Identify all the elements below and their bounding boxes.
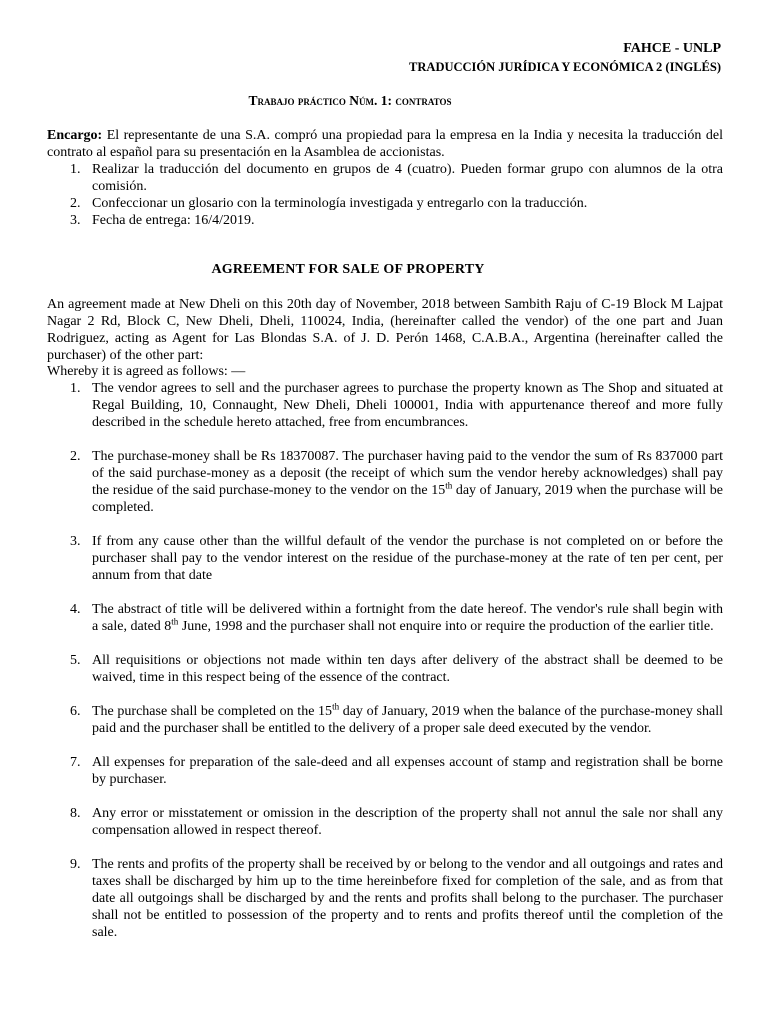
agreement-intro: An agreement made at New Dheli on this 20th day of November, 2018 between Sambith Raju of C-19 Block M Lajpat Nagar 2 Rd, Block C, New Dheli, Dheli, 110024, India, (hereinafter called the vendor) of the one part and Juan Rodriguez, acting as Agent for Las Blondas S.A. of J. D. Perón 1468, C.A.B.A., Argentina (hereinafter called the purchaser) of the other part: bbox=[47, 297, 723, 363]
clause-text-segment: June, 1998 and the purchaser shall not enquire into or require the production of the earlier title. bbox=[178, 619, 714, 634]
clause-text bbox=[92, 602, 723, 634]
clause-text bbox=[92, 449, 723, 515]
ordinal-suffix: th bbox=[445, 480, 453, 491]
clause-text-segment: Any error or misstatement or omission in the description of the property shall not annul the sale nor shall any compensation allowed in respect thereof. bbox=[92, 806, 723, 838]
task-list bbox=[47, 161, 723, 229]
clause-item bbox=[47, 805, 723, 839]
clause-item bbox=[47, 856, 723, 941]
clause-number: 1. bbox=[70, 381, 81, 396]
clause-number: 9. bbox=[70, 857, 81, 872]
clause-text-segment: day of January, 2019 when the purchase will be completed. bbox=[92, 483, 724, 515]
clause-number: 7. bbox=[70, 755, 81, 770]
brief-label: Encargo: bbox=[47, 128, 103, 143]
agreement-whereby: Whereby it is agreed as follows: — bbox=[47, 364, 246, 379]
ordinal-suffix: th bbox=[332, 701, 340, 712]
clause-number: 8. bbox=[70, 806, 81, 821]
task-number: 3. bbox=[70, 213, 81, 228]
brief-text: El representante de una S.A. compró una propiedad para la empresa en la India y necesita la traducción del contrato al español para su presentación en la Asamblea de accionistas. bbox=[47, 128, 723, 160]
task-text: Confeccionar un glosario con la terminología investigada y entregarlo con la traducción. bbox=[92, 196, 588, 211]
clause-item bbox=[47, 533, 723, 584]
clause-text-segment: The vendor agrees to sell and the purchaser agrees to purchase the property known as The Shop and situated at Regal Building, 10, Connaught, New Dheli, Dheli 100001, India with appurtenance thereof and more fully described in the schedule hereto attached, free from encumbrances. bbox=[92, 381, 723, 430]
task-number: 1. bbox=[70, 162, 81, 177]
agreement-title: AGREEMENT FOR SALE OF PROPERTY bbox=[211, 262, 485, 277]
clause-text-segment: The rents and profits of the property shall be received by or belong to the vendor and all outgoings and rates and taxes shall be discharged by him up to the time hereinbefore fixed for completion of the sale, and as from that date all outgoings shall be discharged by and the rents and profits shall belong to the purchaser. The purchaser shall not be entitled to possession of the property and to rents and profits thereof until the completion of the sale. bbox=[92, 857, 723, 940]
clause-text-segment: The purchase-money shall be Rs 18370087. The purchaser having paid to the vendor the sum of Rs 837000 part of the said purchase-money as a deposit (the receipt of which sum the vendor hereby acknowledges) shall pay the residue of the said purchase-money to the vendor on the 15 bbox=[92, 449, 723, 498]
task-number: 2. bbox=[70, 196, 81, 211]
clause-text-segment: day of January, 2019 when the balance of the purchase-money shall paid and the purchaser shall be entitled to the delivery of a proper sale deed executed by the vendor. bbox=[92, 704, 723, 736]
task-text: Realizar la traducción del documento en grupos de 4 (cuatro). Pueden formar grupo con alumnos de la otra comisión. bbox=[92, 162, 723, 194]
clause-text-segment: If from any cause other than the willful default of the vendor the purchase is not completed on or before the purchaser shall pay to the vendor interest on the residue of the purchase-money at the rate of ten per cent, per annum from that date bbox=[92, 534, 723, 583]
clause-text bbox=[92, 806, 723, 838]
clause-text bbox=[92, 755, 723, 787]
clause-text bbox=[92, 381, 723, 430]
task-item bbox=[47, 212, 723, 229]
task-item bbox=[47, 195, 723, 212]
clause-item bbox=[47, 652, 723, 686]
task-text: Fecha de entrega: 16/4/2019. bbox=[92, 213, 255, 228]
clause-item bbox=[47, 754, 723, 788]
clause-list bbox=[47, 380, 723, 958]
assignment-title: Trabajo práctico Núm. 1: contratos bbox=[248, 93, 452, 108]
clause-text-segment: The purchase shall be completed on the 15 bbox=[92, 704, 333, 719]
clause-item bbox=[47, 448, 723, 516]
clause-text bbox=[92, 857, 723, 940]
task-item bbox=[47, 161, 723, 195]
clause-text-segment: All requisitions or objections not made within ten days after delivery of the abstract shall be deemed to be waived, time in this respect being of the essence of the contract. bbox=[92, 653, 723, 685]
clause-text bbox=[92, 534, 723, 583]
clause-text-segment: The abstract of title will be delivered within a fortnight from the date hereof. The vendor's rule shall begin with a sale, dated 8 bbox=[92, 602, 723, 634]
clause-number: 6. bbox=[70, 704, 81, 719]
clause-number: 4. bbox=[70, 602, 81, 617]
clause-text bbox=[92, 701, 723, 736]
course-header: TRADUCCIÓN JURÍDICA Y ECONÓMICA 2 (INGLÉS) bbox=[409, 60, 721, 74]
clause-text-segment: All expenses for preparation of the sale-deed and all expenses account of stamp and registration shall be borne by purchaser. bbox=[92, 755, 723, 787]
clause-text bbox=[92, 653, 723, 685]
ordinal-suffix: th bbox=[171, 616, 179, 627]
clause-item bbox=[47, 380, 723, 431]
assignment-brief bbox=[47, 127, 723, 161]
clause-item bbox=[47, 703, 723, 737]
clause-item bbox=[47, 601, 723, 635]
clause-number: 2. bbox=[70, 449, 81, 464]
clause-number: 3. bbox=[70, 534, 81, 549]
institution-header: FAHCE - UNLP bbox=[623, 41, 721, 56]
clause-number: 5. bbox=[70, 653, 81, 668]
